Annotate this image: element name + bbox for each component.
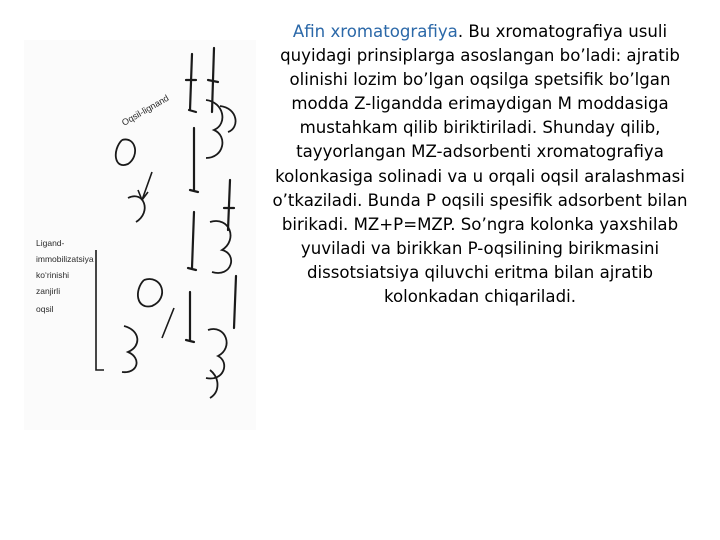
label-5: oqsil	[36, 304, 54, 314]
scheme-drawing	[24, 40, 256, 430]
label-1: Ligand-	[36, 238, 65, 248]
column-left-3	[188, 212, 196, 270]
ligand-curve-3	[138, 279, 162, 306]
method-term: Afin xromatografiya	[292, 22, 458, 41]
protein-shape-1	[206, 100, 222, 158]
column-right-3	[234, 276, 236, 328]
column-left-1	[186, 54, 196, 112]
protein-shape-4	[206, 329, 227, 378]
ligand-curve-1	[116, 139, 135, 165]
column-left-2	[190, 128, 198, 192]
label-2: immobilizatsiya	[36, 254, 94, 264]
label-3: ko‘rinishi	[36, 270, 70, 280]
protein-shape-5	[210, 370, 218, 398]
method-description: . Bu xromatografiya usuli quyidagi prinsiplarga asoslangan bo’ladi: ajratib olinishi lozim bo’lgan oqsilga spetsifik bo’lgan modda Z-ligandda erimaydigan M moddasiga mustahkam qilib biriktiriladi. Shunday qilib, tayyorlangan MZ-adsorbenti xromatografiya kolonkasiga solinadi va u orqali oqsil aralashmasi o’tkaziladi. Bunda P oqsili spesifik adsorbent bilan birikadi. MZ+P=MZP. So’ngra kolonka yaxshilab yuviladi va birikkan P-oqsilining birikmasini dissotsiatsiya qiluvchi eritma bilan ajratib kolonkadan chiqariladi.	[272, 22, 688, 307]
bracket-left	[96, 250, 104, 370]
column-right-2	[224, 180, 234, 230]
column-left-4	[186, 292, 194, 342]
label-4: zanjirli	[36, 286, 61, 296]
scheme-image	[24, 40, 256, 430]
ligand-curve-4	[122, 326, 137, 372]
description-text	[272, 20, 688, 309]
arrow-1	[138, 172, 152, 200]
label-0: Oqsil-lignand	[120, 92, 171, 128]
arrow-2	[162, 308, 174, 338]
